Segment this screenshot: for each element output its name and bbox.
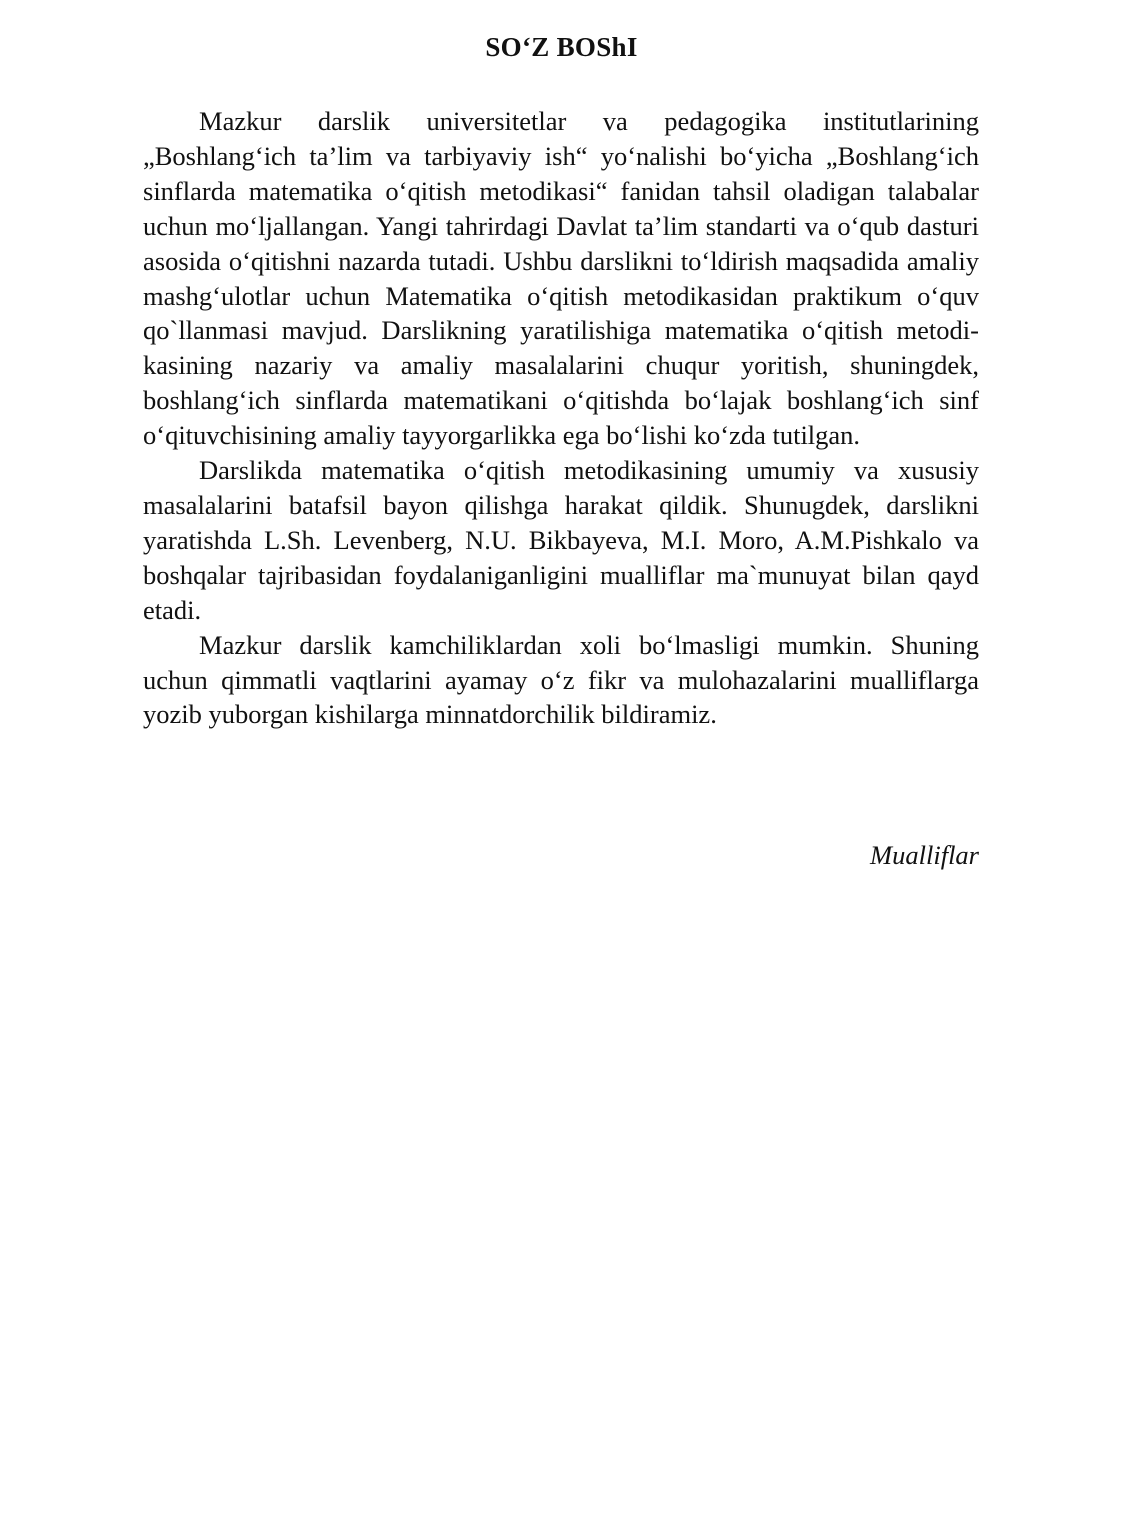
paragraph-3: Mazkur darslik kamchiliklardan xoli bo‘lmasligi mumkin. Shuning uchun qimmatli vaqtlarini ayamay o‘z fikr va mulohazalarini mualliflarga yozib yuborgan kishilarga minnatdorchilik bildiramiz. xyxy=(143,629,979,730)
body-text xyxy=(143,104,979,732)
paragraph-1: Mazkur darslik universitetlar va pedagogika institutlarining „Boshlang‘ich ta’lim va tarbiyaviy ish“ yo‘nalishi bo‘yicha „Boshlang‘ich sinflarda matematika o‘qitish metodikasi“ fanidan tahsil oladigan talabalar uchun mo‘ljallangan. Yangi tahrirdagi Davlat ta’lim standarti va o‘qub dasturi asosida o‘qitishni nazarda tutadi. Ushbu darslikni to‘ldirish maqsadida amaliy mashg‘ulotlar uchun Matematika o‘qitish metodikasidan praktikum o‘quv qo`llanmasi mavjud. Darslikning yaratilishiga matematika o‘qitish metodikasining nazariy va amaliy masalalarini chuqur yoritish, shuningdek, boshlang‘ich sinflarda matematikani o‘qitishda bo‘lajak boshlang‘ich sinf o‘qituvchisining amaliy tayyorgarlikka ega bo‘lishi ko‘zda tutilgan. xyxy=(143,106,979,451)
page-title: SO‘Z BOShI xyxy=(485,32,638,62)
paragraph-2: Darslikda matematika o‘qitish metodikasining umumiy va xususiy masalalarini batafsil bayon qilishga harakat qildik. Shunugdek, darslikni yaratishda L.Sh. Levenberg, N.U. Bikbayeva, M.I. Moro, A.M.Pishkalo va boshqalar tajribasidan foydalaniganligini mualliflar ma`munuyat bilan qayd etadi. xyxy=(143,455,979,625)
authors-signature: Mualliflar xyxy=(870,840,979,870)
